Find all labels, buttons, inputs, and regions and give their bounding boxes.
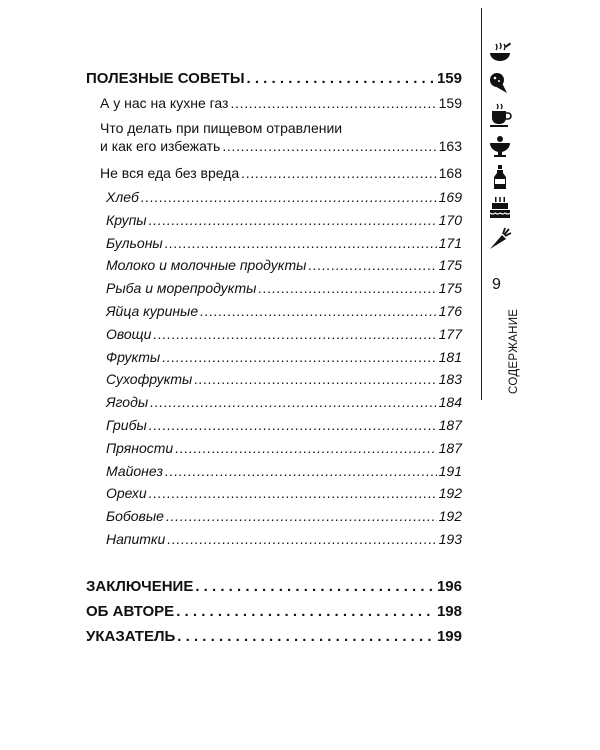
soup-bowl-icon [487,40,513,66]
toc-item-title: Ягоды [106,394,149,411]
leader-dots [230,95,436,111]
leader-dots [153,326,436,342]
spacer [86,554,462,578]
toc-entry-title: А у нас на кухне газ [100,95,229,111]
toc-item-title: Фрукты [106,348,161,365]
toc-item-title: Пряности [106,439,174,456]
toc-entry-title-line2: и как его избежать [100,138,221,154]
dessert-bowl-icon [487,133,513,159]
leader-dots [222,137,436,155]
leader-dots [162,349,436,365]
toc-item-page: 192 [438,508,462,525]
toc-entry-page: 198 [436,602,462,620]
toc-item[interactable] [106,485,462,508]
toc-item[interactable] [106,463,462,486]
toc-item-page: 170 [438,211,462,228]
toc-item-page: 175 [438,280,462,297]
leader-dots [166,508,437,524]
toc-item-page: 184 [438,394,462,411]
toc-item-title: Сухофрукты [106,371,193,388]
toc-item-page: 191 [438,462,462,479]
leader-dots [150,394,437,410]
toc-item-title: Овощи [106,325,152,342]
toc-item-page: 183 [438,371,462,388]
toc-item-page: 169 [438,189,462,205]
toc-item[interactable] [106,189,462,212]
leader-dots [200,303,436,319]
toc-item[interactable] [106,349,462,372]
toc-item-title: Напитки [106,530,166,547]
section-label: СОДЕРЖАНИЕ [508,308,520,394]
toc-closing-entry[interactable] [86,578,462,603]
leader-dots [177,628,435,645]
toc-item[interactable] [106,212,462,235]
leader-dots [175,440,436,456]
ice-cream-icon [487,71,513,97]
toc-item[interactable] [106,371,462,394]
toc-entry-title-line1: Что делать при пищевом отравлении [100,120,343,136]
toc-item-title: Яйца куриные [106,302,199,319]
toc-item-page: 187 [438,416,462,433]
toc-item-title: Бульоны [106,234,163,251]
toc-entry-page: 168 [438,165,462,181]
toc-entry-page: 159 [438,95,462,111]
leader-dots [149,485,437,501]
leader-dots [149,417,437,433]
toc-item-page: 181 [438,348,462,365]
toc-item-title: Орехи [106,485,147,502]
toc-item-page: 193 [438,530,462,547]
toc-entry-title: ПОЛЕЗНЫЕ СОВЕТЫ [86,70,245,87]
toc-item[interactable] [106,257,462,280]
toc-item-page: 171 [438,234,462,251]
leader-dots [176,603,435,620]
leader-dots [194,371,436,387]
toc-item-page: 176 [438,302,462,319]
leader-dots [241,165,436,181]
leader-dots [247,70,435,87]
leader-dots [258,280,436,296]
toc-item[interactable] [106,440,462,463]
toc-entry-page: 196 [436,577,462,595]
leader-dots [195,578,435,595]
toc-item-title: Бобовые [106,508,164,525]
toc-entry-title: ЗАКЛЮЧЕНИЕ [86,577,194,595]
carrot-icon [487,226,513,252]
leader-dots [165,235,437,251]
leader-dots [149,212,437,228]
toc-item-page: 192 [438,485,462,502]
leader-dots [308,257,436,273]
bottle-icon [487,164,513,190]
toc-entry-title: ОБ АВТОРЕ [86,602,175,620]
side-divider [481,8,482,400]
table-of-contents [86,70,462,653]
toc-item-title: Майонез [106,462,164,479]
coffee-cup-icon [487,102,513,128]
toc-item-page: 187 [438,439,462,456]
page-number: 9 [492,276,501,293]
toc-items-list [86,189,462,554]
toc-item-title: Рыба и морепродукты [106,280,257,297]
leader-dots [165,463,437,479]
toc-subsection-two-line[interactable] [100,119,462,165]
toc-item[interactable] [106,280,462,303]
toc-item-page: 177 [438,325,462,342]
toc-subsection[interactable] [100,95,462,119]
toc-item-title: Молоко и молочные продукты [106,257,307,274]
category-icons [487,40,517,257]
toc-entry-page: 199 [436,627,462,645]
toc-entry-page: 163 [438,138,462,154]
cake-icon [487,195,513,221]
toc-entry-title: УКАЗАТЕЛЬ [86,627,176,645]
toc-item[interactable] [106,326,462,349]
toc-closing-entry[interactable] [86,603,462,628]
toc-item-title: Грибы [106,416,147,433]
toc-item[interactable] [106,303,462,326]
toc-item-title: Хлеб [106,189,139,205]
toc-item[interactable] [106,508,462,531]
toc-entry-title: Не вся еда без вреда [100,165,240,181]
toc-item[interactable] [106,235,462,258]
leader-dots [141,189,437,205]
toc-item[interactable] [106,394,462,417]
toc-item-title: Крупы [106,211,147,228]
toc-item[interactable] [106,417,462,440]
toc-item-page: 175 [438,257,462,274]
toc-subsection[interactable] [100,165,462,189]
toc-entry-page: 159 [436,70,462,87]
toc-closing-entry[interactable] [86,628,462,653]
toc-item[interactable] [106,531,462,554]
toc-main-entry[interactable] [86,70,462,95]
leader-dots [167,531,436,547]
